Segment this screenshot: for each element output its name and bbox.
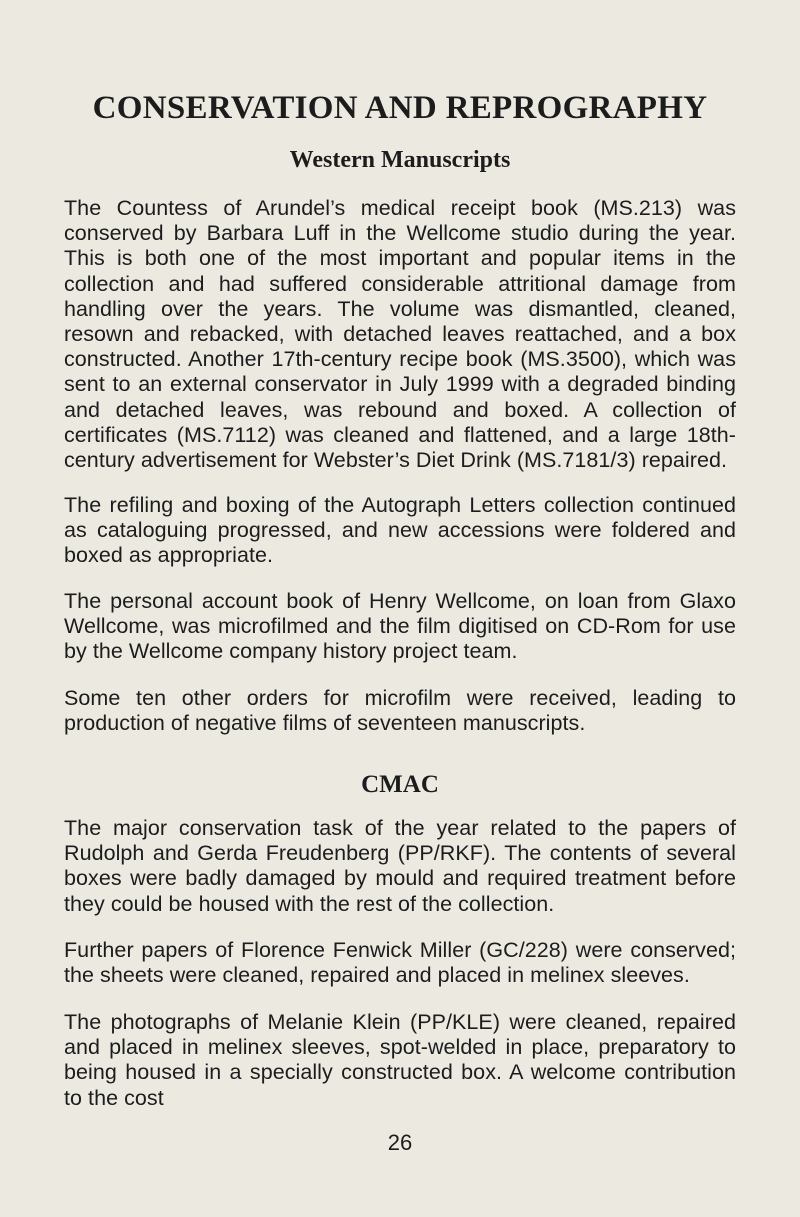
paragraph: The photographs of Melanie Klein (PP/KLE) were cleaned, repaired and placed in melinex sleeves, spot-welded in place, preparatory to being housed in a specially constructed box. A welcome contribution to the cost bbox=[64, 1010, 736, 1110]
section-heading-western-manuscripts: Western Manuscripts bbox=[289, 147, 511, 173]
section-heading-cmac: CMAC bbox=[361, 771, 439, 798]
page-title: CONSERVATION AND REPROGRAPHY bbox=[92, 90, 708, 126]
paragraph: Some ten other orders for microfilm were received, leading to production of negative films of seventeen manuscripts. bbox=[64, 686, 736, 736]
page-number: 26 bbox=[387, 1130, 413, 1155]
paragraph: The major conservation task of the year related to the papers of Rudolph and Gerda Freudenberg (PP/RKF). The contents of several boxes were badly damaged by mould and required treatment before they could be housed with the rest of the collection. bbox=[64, 816, 736, 916]
paragraph: Further papers of Florence Fenwick Miller (GC/228) were conserved; the sheets were cleaned, repaired and placed in melinex sleeves. bbox=[64, 938, 736, 988]
paragraph: The Countess of Arundel’s medical receipt book (MS.213) was conserved by Barbara Luff in the Wellcome studio during the year. This is both one of the most important and popular items in the collection and had suffered considerable attritional damage from handling over the years. The volume was dismantled, cleaned, resown and rebacked, with detached leaves reattached, and a box constructed. Another 17th-century recipe book (MS.3500), which was sent to an external conservator in July 1999 with a degraded binding and detached leaves, was rebound and boxed. A collection of certificates (MS.7112) was cleaned and flattened, and a large 18th-century advertisement for Webster’s Diet Drink (MS.7181/3) repaired. bbox=[64, 196, 736, 473]
document-page bbox=[64, 0, 736, 1217]
paragraph: The personal account book of Henry Wellcome, on loan from Glaxo Wellcome, was microfilmed and the film digitised on CD-Rom for use by the Wellcome company history project team. bbox=[64, 589, 736, 664]
paragraph: The refiling and boxing of the Autograph Letters collection continued as cataloguing progressed, and new accessions were foldered and boxed as appropriate. bbox=[64, 493, 736, 568]
